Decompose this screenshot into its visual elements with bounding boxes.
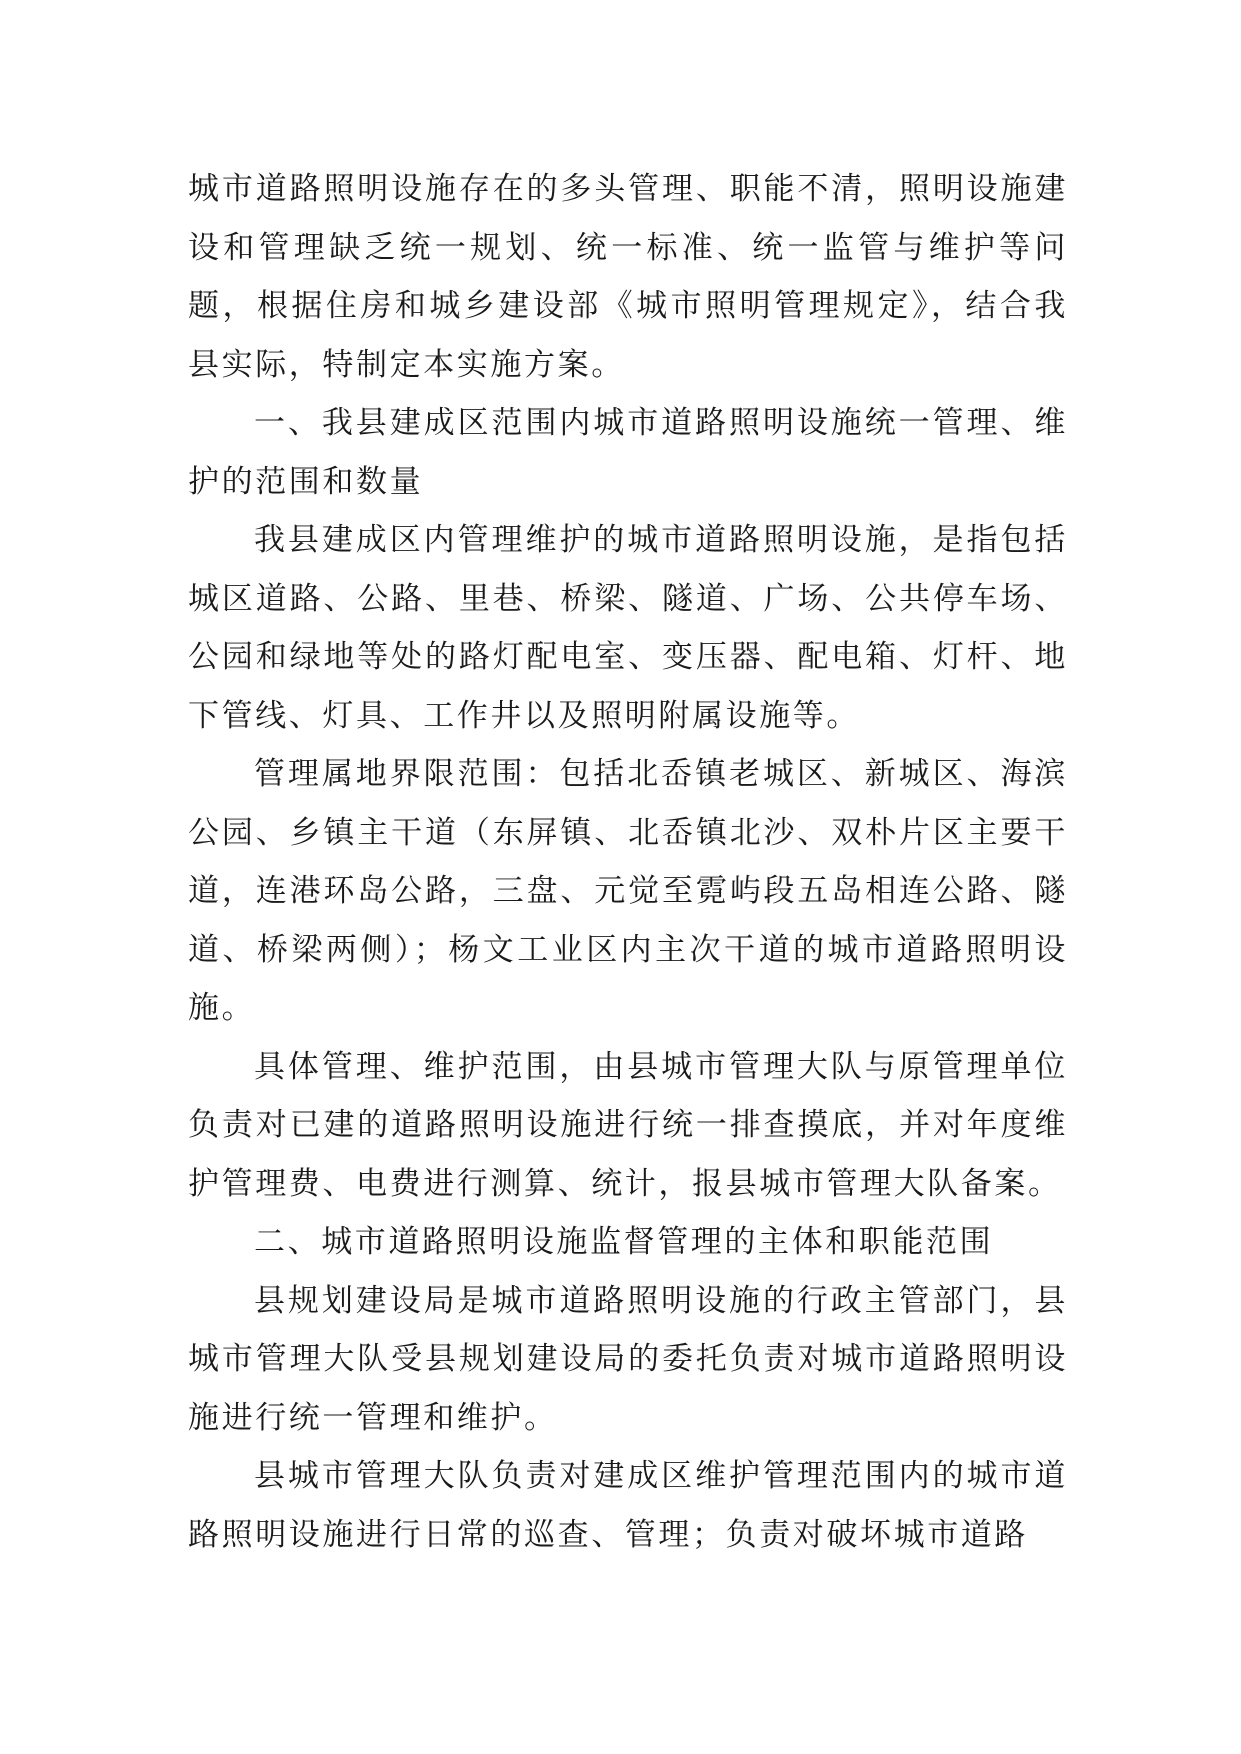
paragraph-facilities-definition: 我县建成区内管理维护的城市道路照明设施，是指包括城区道路、公路、里巷、桥梁、隧道、广场、公共停车场、公园和绿地等处的路灯配电室、变压器、配电箱、灯杆、地下管线、灯具、工作井以及照明附属设施等。 (188, 522, 1068, 734)
paragraph-authority: 县规划建设局是城市道路照明设施的行政主管部门，县城市管理大队受县规划建设局的委托负责对城市道路照明设施进行统一管理和维护。 (188, 1282, 1068, 1436)
section-heading-2: 二、城市道路照明设施监督管理的主体和职能范围 (254, 1224, 994, 1260)
paragraph-intro-continued: 城市道路照明设施存在的多头管理、职能不清，照明设施建设和管理缺乏统一规划、统一标准、统一监管与维护等问题，根据住房和城乡建设部《城市照明管理规定》，结合我县实际，特制定本实施方案。 (188, 171, 1068, 383)
paragraph-maintenance-scope: 具体管理、维护范围，由县城市管理大队与原管理单位负责对已建的道路照明设施进行统一排查摸底，并对年度维护管理费、电费进行测算、统计，报县城市管理大队备案。 (188, 1048, 1068, 1202)
document-body (188, 160, 1068, 1564)
section-heading-1: 一、我县建成区范围内城市道路照明设施统一管理、维护的范围和数量 (188, 405, 1068, 500)
paragraph-jurisdiction-scope: 管理属地界限范围：包括北岙镇老城区、新城区、海滨公园、乡镇主干道（东屏镇、北岙镇北沙、双朴片区主要干道，连港环岛公路，三盘、元觉至霓屿段五岛相连公路、隧道、桥梁两侧）；杨文工业区内主次干道的城市道路照明设施。 (188, 756, 1068, 1026)
paragraph-city-management-duties: 县城市管理大队负责对建成区维护管理范围内的城市道路照明设施进行日常的巡查、管理；负责对破坏城市道路 (188, 1458, 1068, 1553)
